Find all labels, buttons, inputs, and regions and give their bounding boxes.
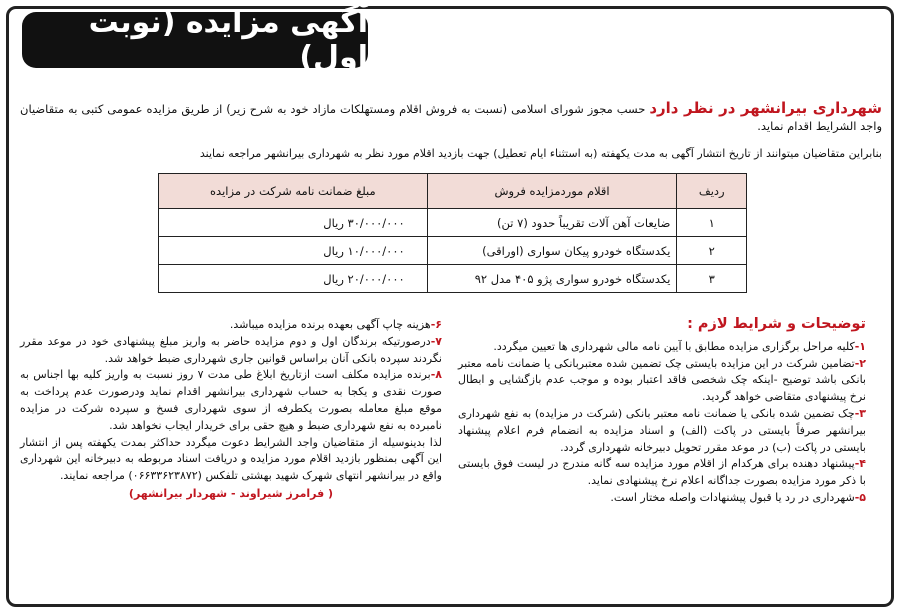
row-number: ۲ (677, 237, 747, 265)
condition-text: چک تضمین شده بانکی یا ضمانت نامه معتبر بانکی (شرکت در مزایده) به نفع شهرداری بیرانشهر صرفاً بایستی در پاکت (الف) و اسناد مزایده به انضمام فرم اعلام پیشنهاد بایستی در پاکت (ب) در موعد مقرر تحویل دبیرخانه شهرداری گردد. (458, 406, 866, 454)
header-guarantee: مبلغ ضمانت نامه شرکت در مزایده (159, 174, 428, 209)
row-number: ۳ (677, 265, 747, 293)
notice-frame (6, 6, 894, 607)
conditions-section (458, 316, 866, 507)
condition-text: پیشنهاد دهنده برای هرکدام از اقلام مورد مزایده سه گانه مندرج در لیست فوق بایستی با ذکر مورد مزایده بصورت جداگانه اعلام نرخ پیشنهادی نماید. (458, 457, 866, 488)
table-header-row (159, 174, 747, 209)
table-row (159, 265, 747, 293)
condition-number: ۳- (854, 406, 866, 420)
mayor-signature: ( فرامرز شیراوند - شهردار بیرانشهر) (128, 486, 334, 500)
table-row (159, 209, 747, 237)
row-item: ضایعات آهن آلات تقریباً حدود (۷ تن) (427, 209, 677, 237)
row-item: یکدستگاه خودرو سواری پژو ۴۰۵ مدل ۹۲ (427, 265, 677, 293)
condition-number: ۱- (854, 339, 866, 353)
intro-visit-line: بنابراین متقاضیان میتوانند از تاریخ انتشار آگهی به مدت یکهفته (به استثناء ایام تعطیل) جهت بازدید اقلام مورد نظر به شهرداری بیرانشهر مراجعه نمایند (199, 147, 882, 160)
note-number: ۶- (430, 318, 442, 331)
condition-number: ۴- (854, 457, 866, 471)
condition-item (458, 490, 866, 507)
items-table (158, 173, 747, 293)
row-guarantee: ۳۰/۰۰۰/۰۰۰ ریال (159, 209, 428, 237)
condition-text: شهرداری در رد یا قبول پیشنهادات واصله مختار است. (610, 490, 855, 504)
notice-title: آگهی مزایده (نوبت اول) (22, 12, 368, 68)
condition-text: کلیه مراحل برگزاری مزایده مطابق با آیین نامه مالی شهرداری ها تعیین میگردد. (493, 339, 855, 353)
condition-text: تضامین شرکت در این مزایده بایستی چک تضمین شده معتبربانکی یا ضمانت نامه معتبر بانکی باشد توضیح -اینکه چک شخصی فاقد اعتبار بوده و موجب عدم بازگشایی و ابطال نرخ پیشنهادی متقاضی خواهد گردید. (458, 356, 866, 404)
note-item (20, 334, 442, 368)
header-item: اقلام موردمزایده فروش (427, 174, 677, 209)
note-text: برنده مزایده مکلف است ازتاریخ ابلاغ طی مدت ۷ روز نسبت به واریز کلیه بها اجناس به صورت نقدی و یکجا به حساب شهرداری بیرانشهر اقدام نماید ودرصورت عدم پرداخت به موقع مبلغ معامله بصورت یکطرفه از سوی شهرداری فسخ و سپرده شرکت در مزایده نامبرده به نفع شهرداری ضبط و هیچ حقی برای خریدار ایجاب نخواهد شد. (20, 368, 442, 432)
notes-section (20, 317, 442, 503)
condition-item (458, 406, 866, 456)
row-number: ۱ (677, 209, 747, 237)
condition-item (458, 356, 866, 406)
note-text: درصورتیکه برندگان اول و دوم مزایده حاضر به واریز مبلغ پیشنهادی خود در موعد مقرر نگردند سپرده بانکی آنان براساس قوانین جاری شهرداری ضبط خواهد شد. (20, 334, 442, 365)
organization-name: شهرداری بیرانشهر در نظر دارد (649, 99, 882, 117)
condition-item (458, 339, 866, 356)
table-row (159, 237, 747, 265)
invitation-paragraph (20, 435, 442, 485)
note-item (20, 367, 442, 434)
note-item (20, 317, 442, 334)
conditions-heading: توضیحات و شرایط لازم : (687, 316, 866, 332)
header-row-number: ردیف (677, 174, 747, 209)
note-text: هزینه چاپ آگهی بعهده برنده مزایده میباشد. (229, 318, 431, 331)
row-guarantee: ۲۰/۰۰۰/۰۰۰ ریال (159, 265, 428, 293)
row-guarantee: ۱۰/۰۰۰/۰۰۰ ریال (159, 237, 428, 265)
condition-number: ۵- (854, 490, 866, 504)
condition-number: ۲- (854, 356, 866, 370)
invitation-text: لذا بدینوسیله از متقاضیان واجد الشرایط دعوت میگردد حداکثر بمدت یکهفته پس از انتشار این آگهی بمنظور بازدید اقلام مورد مزایده و دریافت اسناد مربوطه به دبیرخانه این شهرداری واقع در بیرانشهر انتهای شهرک شهید بهشتی تلفکس (۰۶۶۳۳۶۲۳۸۷۲) مراجعه نمایند. (20, 435, 442, 483)
condition-item (458, 456, 866, 490)
intro-text: حسب مجوز شورای اسلامی (نسبت به فروش اقلام ومستهلکات مازاد خود به شرح زیر) از طریق مزایده عمومی کتبی به متقاضیان واجد الشرایط اقدام نماید. (20, 102, 882, 133)
note-number: ۷- (430, 334, 442, 348)
intro-paragraph (20, 100, 882, 135)
note-number: ۸- (430, 368, 442, 382)
row-item: یکدستگاه خودرو پیکان سواری (اوراقی) (427, 237, 677, 265)
